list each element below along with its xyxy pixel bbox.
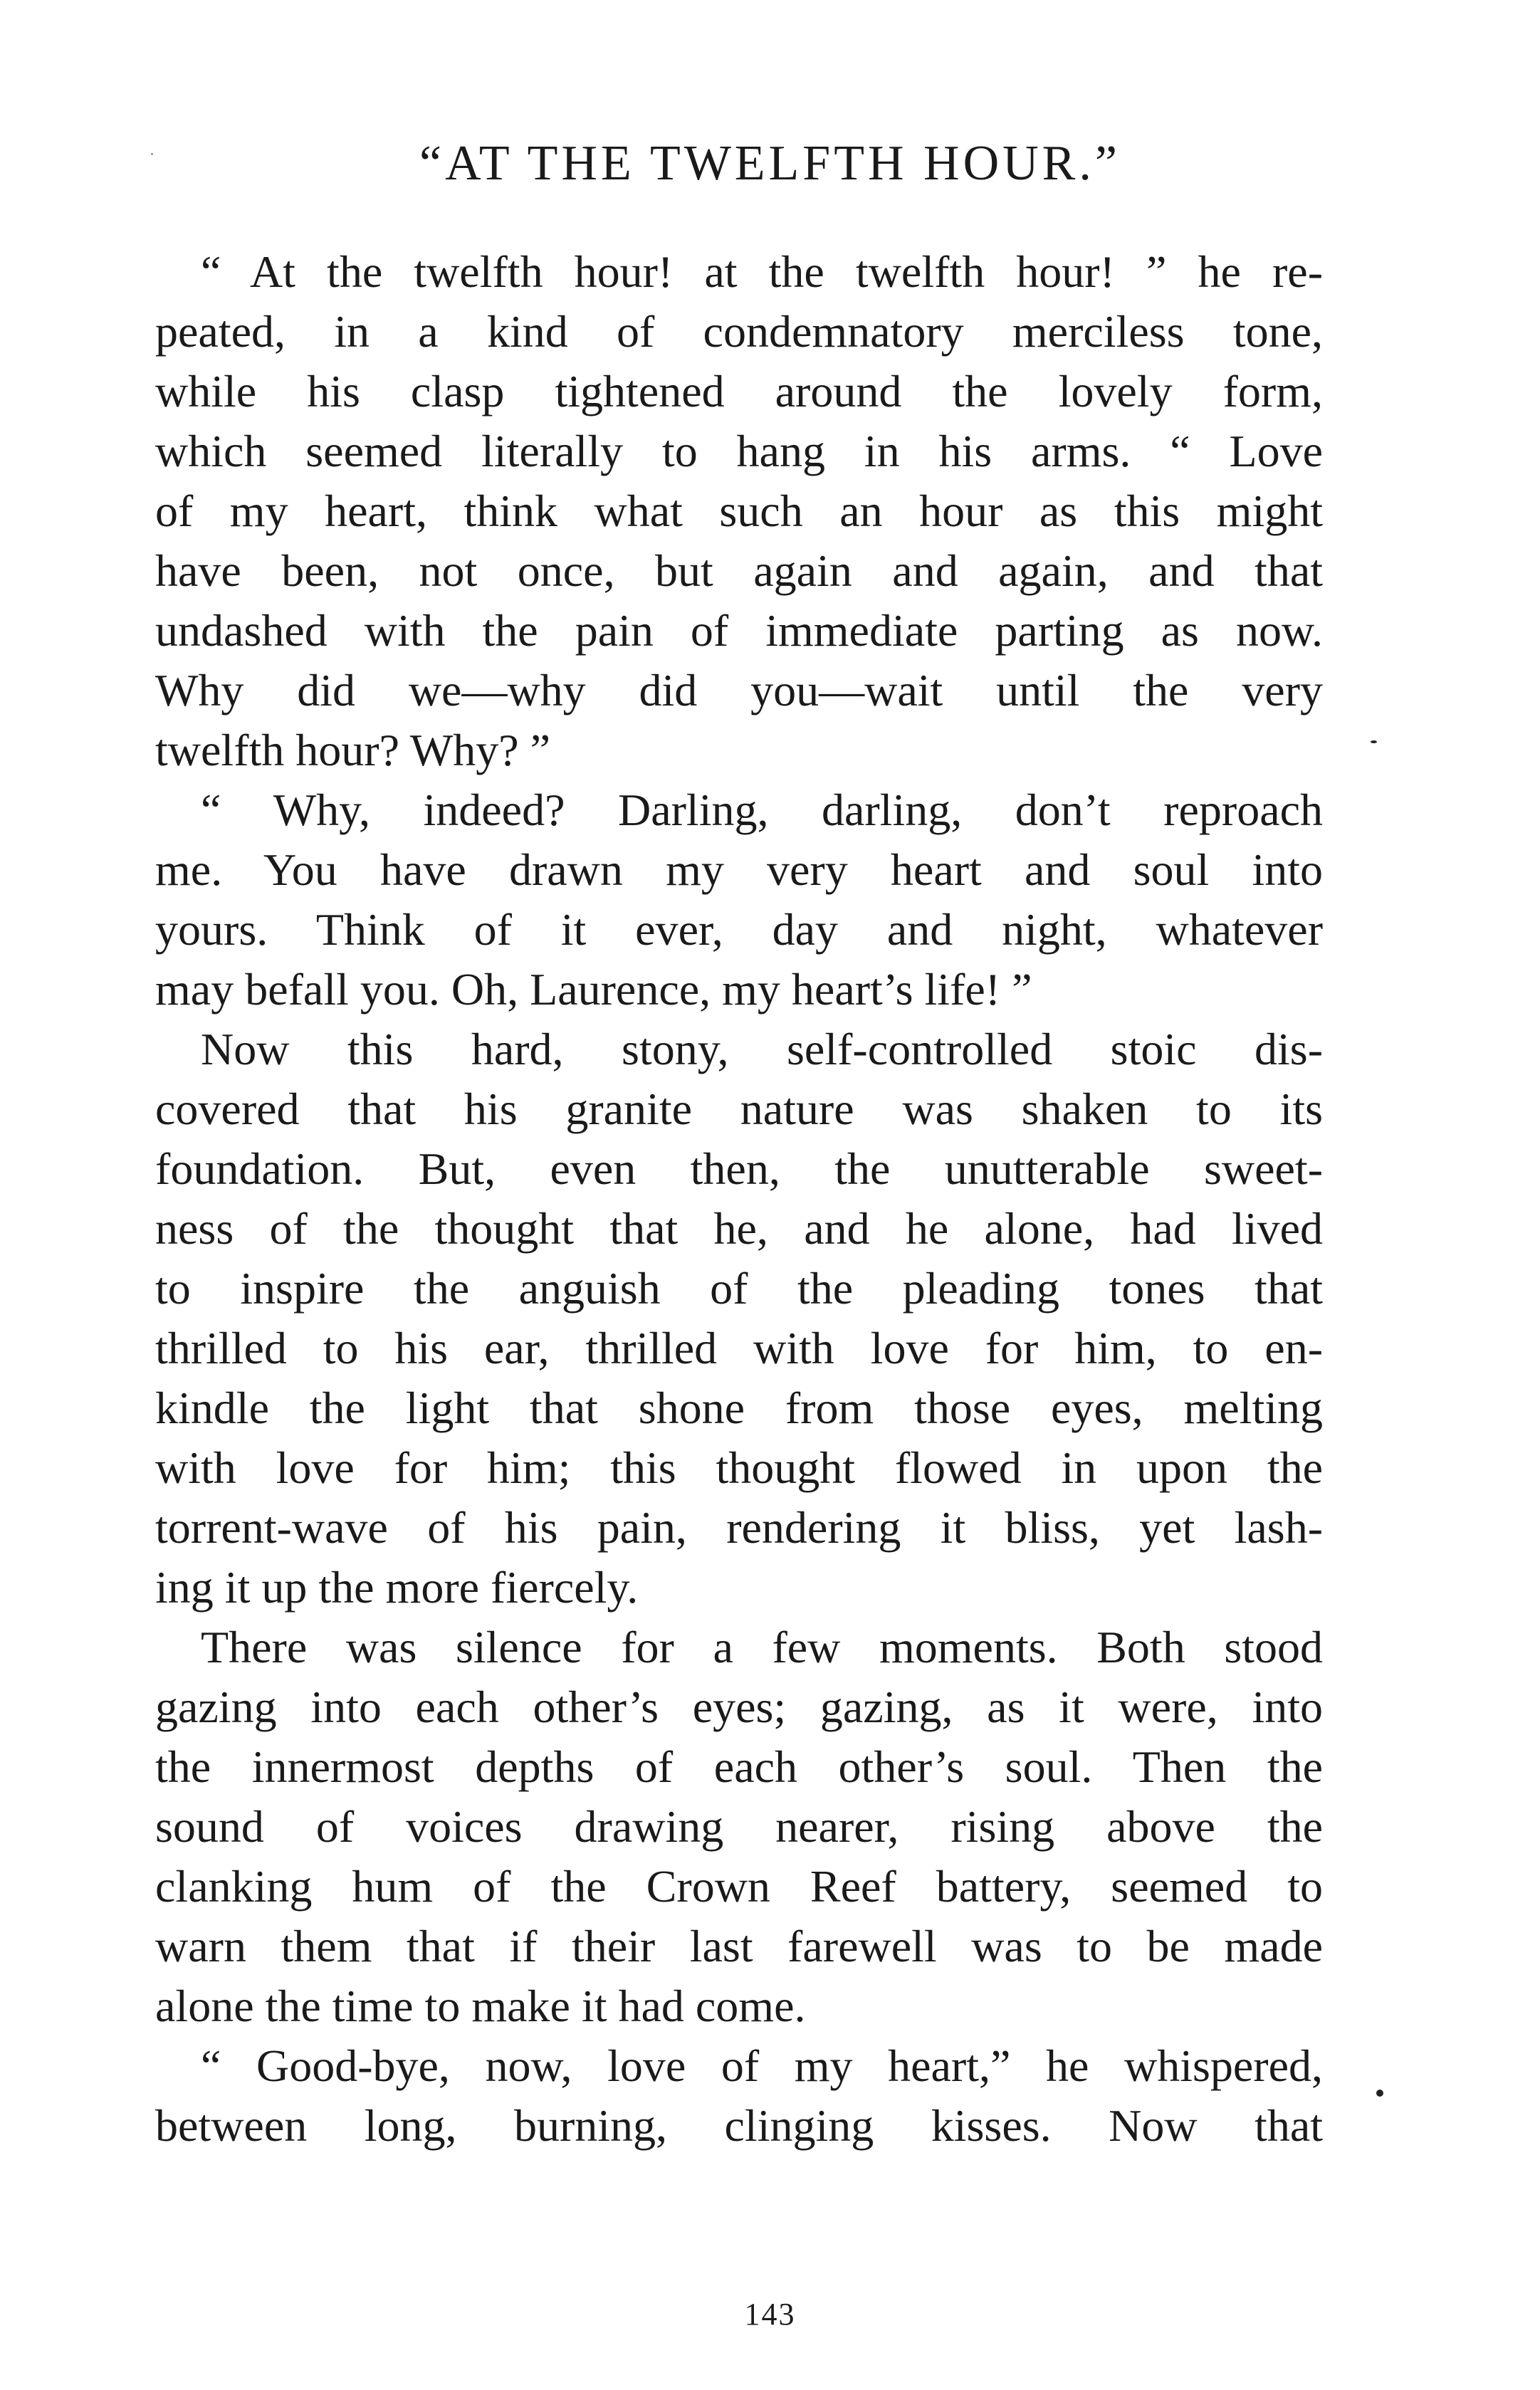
text-line: may befall you. Oh, Laurence, my heart’s life! ”: [155, 964, 1032, 1015]
text-line: thrilled to his ear, thrilled with love for him, to en-: [155, 1323, 1323, 1373]
text-line: with love for him; this thought flowed in upon the: [155, 1442, 1323, 1493]
text-line: to inspire the anguish of the pleading tones that: [155, 1263, 1323, 1314]
text-line: “ Good-bye, now, love of my heart,” he whispered,: [201, 2040, 1323, 2091]
text-line: gazing into each other’s eyes; gazing, as it were, into: [155, 1682, 1323, 1732]
ink-speck: [1371, 740, 1377, 743]
text-line: while his clasp tightened around the lovely form,: [155, 366, 1323, 416]
text-line: “ Why, indeed? Darling, darling, don’t reproach: [201, 785, 1323, 835]
text-line: which seemed literally to hang in his arms. “ Love: [155, 426, 1323, 476]
page-number: 143: [744, 2297, 796, 2332]
text-line: torrent-wave of his pain, rendering it bliss, yet lash-: [155, 1502, 1323, 1553]
text-line: ness of the thought that he, and he alone, had lived: [155, 1203, 1323, 1254]
text-line: peated, in a kind of condemnatory merciless tone,: [155, 306, 1323, 357]
text-line: the innermost depths of each other’s soul. Then the: [155, 1741, 1323, 1792]
text-line: Why did we—why did you—wait until the very: [155, 665, 1323, 716]
ink-speck: [1376, 2090, 1383, 2097]
text-line: between long, burning, clinging kisses. Now that: [155, 2100, 1323, 2151]
running-header: “AT THE TWELFTH HOUR.”: [419, 136, 1121, 191]
text-line: clanking hum of the Crown Reef battery, seemed to: [155, 1861, 1323, 1912]
body-text: [155, 242, 1323, 2156]
text-line: undashed with the pain of immediate parting as now.: [155, 605, 1323, 656]
text-line: “ At the twelfth hour! at the twelfth hour! ” he re-: [201, 246, 1323, 297]
text-line: twelfth hour? Why? ”: [155, 725, 551, 775]
text-line: me. You have drawn my very heart and soul into: [155, 844, 1323, 895]
text-line: foundation. But, even then, the unutterable sweet-: [155, 1143, 1323, 1194]
text-line: yours. Think of it ever, day and night, whatever: [155, 904, 1323, 955]
text-line: warn them that if their last farewell was to be made: [155, 1921, 1323, 1971]
text-line: have been, not once, but again and again, and that: [155, 545, 1323, 596]
text-line: ing it up the more fiercely.: [155, 1562, 639, 1613]
text-line: of my heart, think what such an hour as this might: [155, 486, 1323, 536]
text-line: There was silence for a few moments. Both stood: [201, 1622, 1323, 1672]
text-line: Now this hard, stony, self-controlled stoic dis-: [201, 1024, 1323, 1074]
text-line: covered that his granite nature was shaken to its: [155, 1084, 1323, 1134]
text-line: sound of voices drawing nearer, rising above the: [155, 1801, 1323, 1852]
text-line: alone the time to make it had come.: [155, 1981, 806, 2031]
ink-speck: [151, 153, 153, 155]
text-line: kindle the light that shone from those eyes, melting: [155, 1383, 1323, 1433]
